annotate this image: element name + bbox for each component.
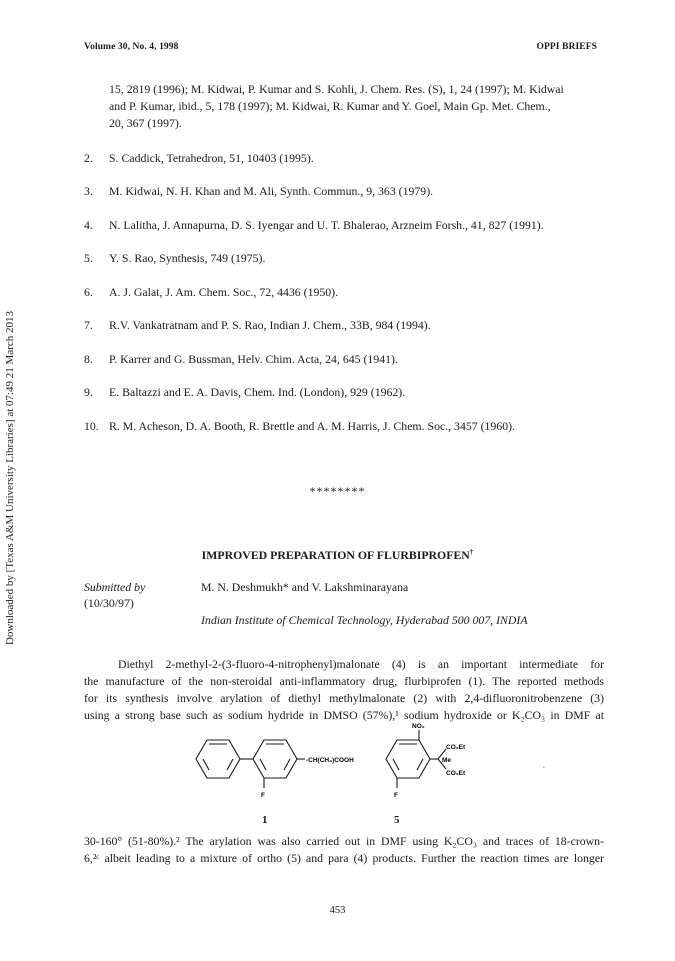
reference-item bbox=[84, 251, 265, 266]
flurbiprofen-structure bbox=[196, 740, 305, 788]
download-watermark-text: Downloaded by [Texas A&M University Libraries] at 07:49 21 March 2013 bbox=[4, 310, 16, 646]
body-line: Diethyl 2-methyl-2-(3-fluoro-4-nitrophenyl)malonate (4) is an important intermediate for bbox=[118, 657, 604, 671]
reference-item bbox=[84, 218, 544, 233]
reference-continuation-line: 20, 367 (1997). bbox=[109, 116, 182, 130]
reference-item bbox=[84, 318, 431, 333]
reference-number: 9. bbox=[84, 385, 93, 399]
article-title bbox=[0, 548, 675, 563]
reference-item bbox=[84, 285, 338, 300]
chemical-structures-figure bbox=[0, 718, 675, 808]
ortho-isomer-structure bbox=[386, 730, 446, 788]
reference-continuation bbox=[109, 81, 599, 132]
author-affiliation: Indian Institute of Chemical Technology, Hyderabad 500 007, INDIA bbox=[201, 613, 528, 627]
compound-number-1: 1 bbox=[262, 814, 268, 826]
stray-mark: . bbox=[543, 762, 545, 770]
reference-continuation-line: and P. Kumar, ibid., 5, 178 (1997); M. Kidwai, R. Kumar and Y. Goel, Main Gp. Met. Chem., bbox=[109, 99, 551, 113]
article-authors: M. N. Deshmukh* and V. Lakshminarayana bbox=[201, 580, 409, 594]
reference-item bbox=[84, 385, 405, 400]
reference-text: R. M. Acheson, D. A. Booth, R. Brettle and A. M. Harris, J. Chem. Soc., 3457 (1960). bbox=[109, 419, 515, 433]
reference-item bbox=[84, 419, 515, 434]
reference-number: 3. bbox=[84, 184, 93, 198]
reference-number: 2. bbox=[84, 151, 93, 165]
reference-number: 4. bbox=[84, 218, 93, 232]
reference-text: P. Karrer and G. Bussman, Helv. Chim. Acta, 24, 645 (1941). bbox=[109, 352, 398, 366]
ortho-fluoro-label: F bbox=[394, 792, 398, 799]
section-separator: ******** bbox=[309, 484, 366, 498]
compound-number-5: 5 bbox=[394, 814, 400, 826]
reference-text: M. Kidwai, N. H. Khan and M. Ali, Synth. Commun., 9, 363 (1979). bbox=[109, 184, 434, 198]
body-line: for its synthesis involve arylation of diethyl methylmalonate (2) with 2,4-difluoronitrobenzene (3) bbox=[84, 691, 604, 705]
ester-bottom-label: CO₂Et bbox=[446, 770, 466, 777]
reference-item bbox=[84, 352, 398, 367]
reference-number: 10. bbox=[84, 419, 99, 433]
flurbiprofen-fluoro-label: F bbox=[261, 792, 265, 799]
phenyl-ring bbox=[196, 740, 240, 778]
reference-text: A. J. Galat, J. Am. Chem. Soc., 72, 4436 (1950). bbox=[109, 285, 339, 299]
running-header-volume: Volume 30, No. 4, 1998 bbox=[84, 42, 179, 52]
reference-number: 7. bbox=[84, 318, 93, 332]
body-paragraph bbox=[84, 833, 604, 867]
reference-number: 5. bbox=[84, 251, 93, 265]
reference-number: 6. bbox=[84, 285, 93, 299]
reference-number: 8. bbox=[84, 352, 93, 366]
submission-date: (10/30/97) bbox=[84, 596, 134, 610]
article-title-text: IMPROVED PREPARATION OF FLURBIPROFEN bbox=[201, 548, 470, 562]
article-title-footnote-mark: † bbox=[469, 548, 474, 557]
body-line: using a strong base such as sodium hydride in DMSO (57%),¹ sodium hydroxide or K₂CO₃ in DMF at bbox=[84, 708, 604, 722]
reference-item bbox=[84, 184, 433, 199]
reference-text: N. Lalitha, J. Annapurna, D. S. Iyengar and U. T. Bhalerao, Arzneim Forsh., 41, 827 (1991). bbox=[109, 218, 544, 232]
body-line: 30-160° (51-80%).² The arylation was also carried out in DMF using K₂CO₃ and traces of 18-crown- bbox=[84, 834, 604, 848]
reference-text: S. Caddick, Tetrahedron, 51, 10403 (1995). bbox=[109, 151, 314, 165]
body-line: the manufacture of the non-steroidal anti-inflammatory drug, flurbiprofen (1). The reported methods bbox=[84, 674, 604, 688]
download-watermark bbox=[2, 268, 18, 688]
fluorophenyl-ring bbox=[253, 740, 297, 778]
reference-text: E. Baltazzi and E. A. Davis, Chem. Ind. (London), 929 (1962). bbox=[109, 385, 406, 399]
flurbiprofen-substituent-label: -CH(CH₃)COOH bbox=[306, 757, 354, 764]
reference-text: Y. S. Rao, Synthesis, 749 (1975). bbox=[109, 251, 266, 265]
running-header-section: OPPI BRIEFS bbox=[536, 42, 597, 52]
ester-top-label: CO₂Et bbox=[446, 744, 466, 751]
reference-continuation-line: 15, 2819 (1996); M. Kidwai, P. Kumar and S. Kohli, J. Chem. Res. (S), 1, 24 (1997); M. Kidwai bbox=[109, 82, 564, 96]
body-paragraph bbox=[84, 656, 604, 724]
body-line: 6,²ᶜ albeit leading to a mixture of ortho (5) and para (4) products. Further the reaction times are longer bbox=[84, 851, 604, 865]
reference-text: R.V. Vankatratnam and P. S. Rao, Indian J. Chem., 33B, 984 (1994). bbox=[109, 318, 431, 332]
submitted-by-label: Submitted by bbox=[84, 580, 146, 594]
nitrophenyl-ring bbox=[386, 740, 430, 778]
methyl-label: Me bbox=[442, 757, 452, 764]
nitro-group-label: NO₂ bbox=[412, 723, 425, 730]
page-number: 453 bbox=[329, 905, 346, 916]
reference-item bbox=[84, 151, 314, 166]
